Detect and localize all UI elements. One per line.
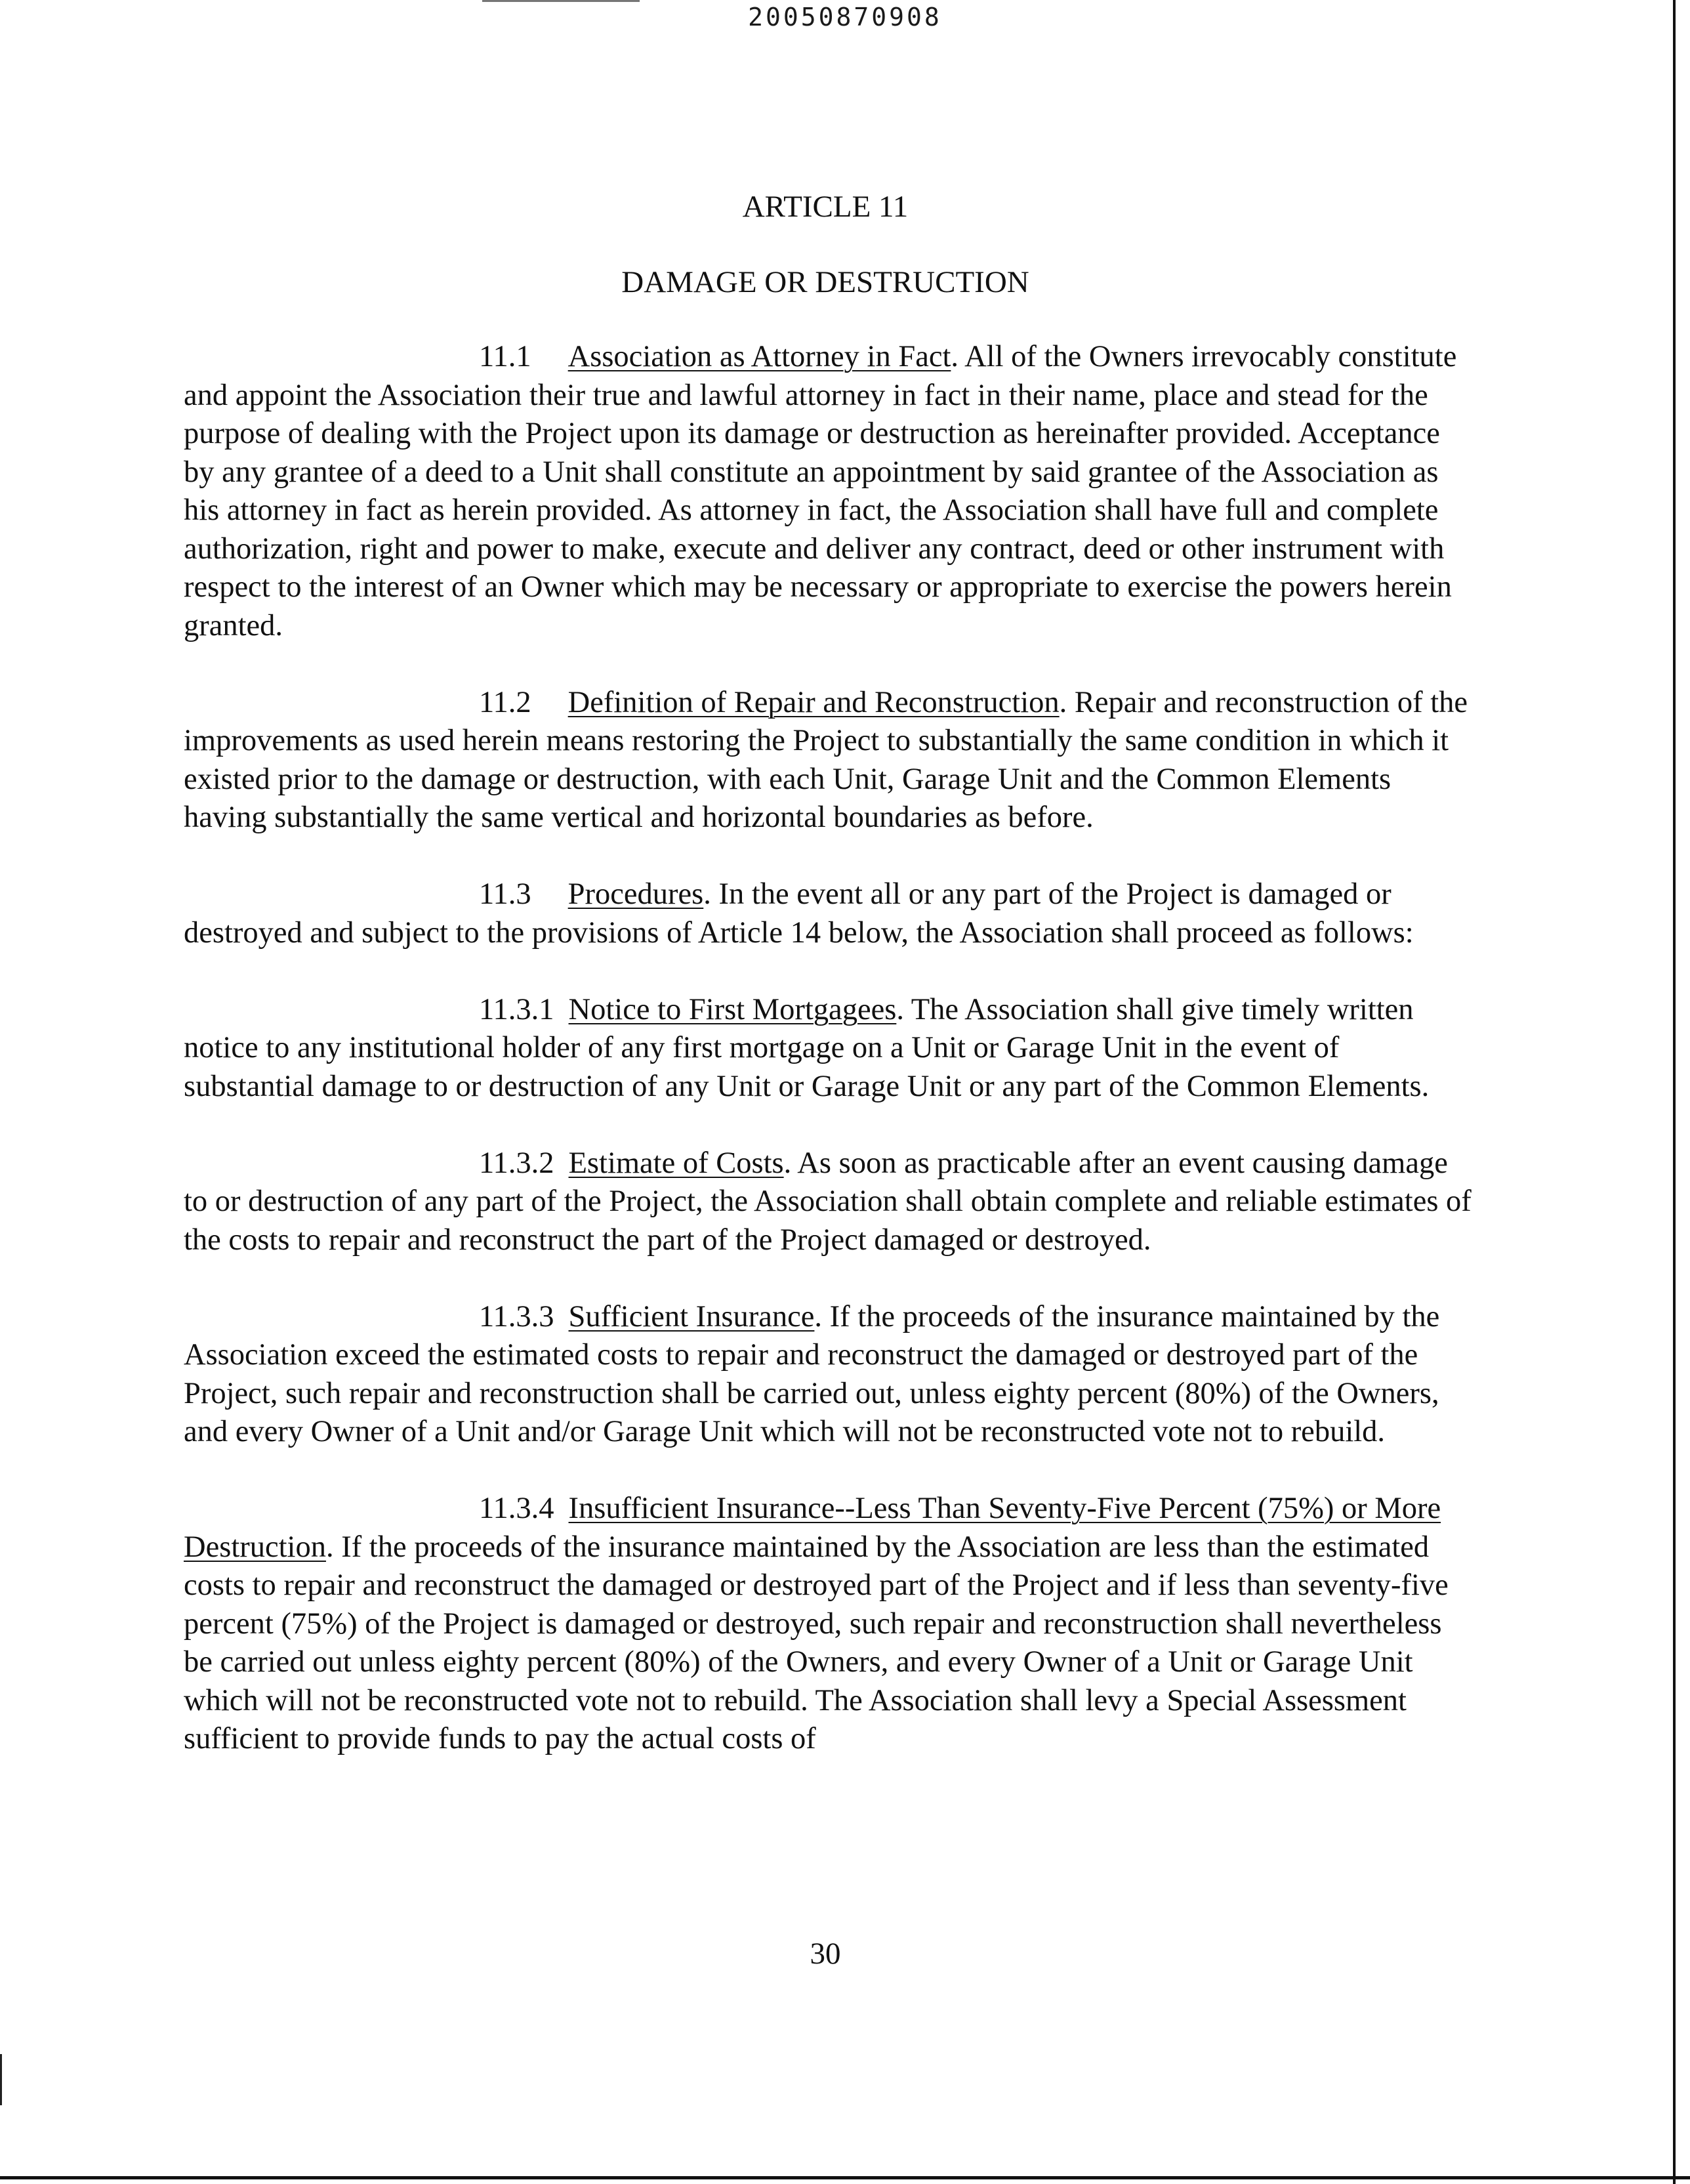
section-11-2 — [184, 684, 1476, 837]
scan-edge-bottom — [0, 2176, 1690, 2179]
section-11-3-4 — [184, 1490, 1476, 1759]
article-title: ARTICLE 11 — [742, 190, 909, 224]
section-number: 11.3.1 — [479, 992, 554, 1026]
scan-edge-right — [1673, 0, 1676, 2184]
section-body: . If the proceeds of the insurance maintained by the Association exceed the estimated costs to repair and reconstruct the damaged or destroyed part of the Project, such repair and reconstruction shall be carried out, unless eighty percent (80%) of the Owners, and every Owner of a Unit and/or Garage Unit which will not be reconstructed vote not to rebuild. — [184, 1299, 1440, 1448]
section-heading: Notice to First Mortgagees — [568, 992, 897, 1026]
section-heading: Estimate of Costs — [568, 1146, 784, 1180]
section-number: 11.2 — [479, 685, 531, 719]
page-number: 30 — [810, 1937, 841, 1971]
section-number: 11.3.3 — [479, 1299, 554, 1334]
section-heading: Definition of Repair and Reconstruction — [567, 685, 1060, 719]
section-number: 11.1 — [479, 340, 531, 373]
section-11-3-2 — [184, 1144, 1476, 1260]
section-body: . Repair and reconstruction of the improvements as used herein means restoring the Project to substantially the same condition in which it existed prior to the damage or destruction, with each Unit, Garage Unit and the Common Elements having substantially the same vertical and horizontal boundaries as before. — [184, 685, 1468, 834]
section-heading: Insufficient Insurance--Less Than Seventy-Five Percent (75%) or More Destruction — [184, 1492, 1441, 1564]
section-body: . The Association shall give timely written notice to any institutional holder of any first mortgage on a Unit or Garage Unit in the event of substantial damage to or destruction of any Unit or Garage Unit or any part of the Common Elements. — [184, 992, 1430, 1103]
section-number: 11.3.2 — [479, 1146, 554, 1180]
section-body: . If the proceeds of the insurance maintained by the Association are less than the estimated costs to repair and reconstruct the damaged or destroyed part of the Project and if less than seventy-five percent (75%) of the Project is damaged or destroyed, such repair and reconstruction shall nevertheless be carried out unless eighty percent (80%) of the Owners, and every Owner of a Unit or Garage Unit which will not be reconstructed vote not to rebuild. The Association shall levy a Special Assessment sufficient to provide funds to pay the actual costs of — [184, 1530, 1449, 1755]
section-number: 11.3.4 — [479, 1492, 554, 1525]
scan-edge-left-mark — [0, 2054, 2, 2105]
section-heading: Sufficient Insurance — [568, 1299, 815, 1334]
section-11-1 — [72, 338, 1476, 645]
section-11-3-1 — [184, 991, 1476, 1106]
document-number: 20050870908 — [748, 3, 942, 32]
section-body: . In the event all or any part of the Project is damaged or destroyed and subject to the provisions of Article 14 below, the Association shall proceed as follows: — [184, 877, 1414, 950]
section-body: . As soon as practicable after an event causing damage to or destruction of any part of the Project, the Association shall obtain complete and reliable estimates of the costs to repair and reconstruct the part of the Project damaged or destroyed. — [184, 1146, 1472, 1257]
article-subtitle: DAMAGE OR DESTRUCTION — [621, 265, 1029, 299]
section-heading: Procedures — [567, 877, 704, 911]
scan-artifact-top — [482, 0, 640, 2]
section-11-3-3 — [184, 1298, 1476, 1452]
section-11-3 — [184, 875, 1476, 952]
section-heading: Association as Attorney in Fact — [567, 340, 951, 373]
document-body — [184, 338, 1476, 1759]
section-body: . All of the Owners irrevocably constitute and appoint the Association their true and lawful attorney in fact in their name, place and stead for the purpose of dealing with the Project upon its damage or destruction as hereinafter provided. Acceptance by any grantee of a deed to a Unit shall constitute an appointment by said grantee of the Association as his attorney in fact as herein provided. As attorney in fact, the Association shall have full and complete authorization, right and power to make, execute and deliver any contract, deed or other instrument with respect to the interest of an Owner which may be necessary or appropriate to exercise the powers herein granted. — [184, 340, 1457, 642]
section-number: 11.3 — [479, 877, 531, 911]
